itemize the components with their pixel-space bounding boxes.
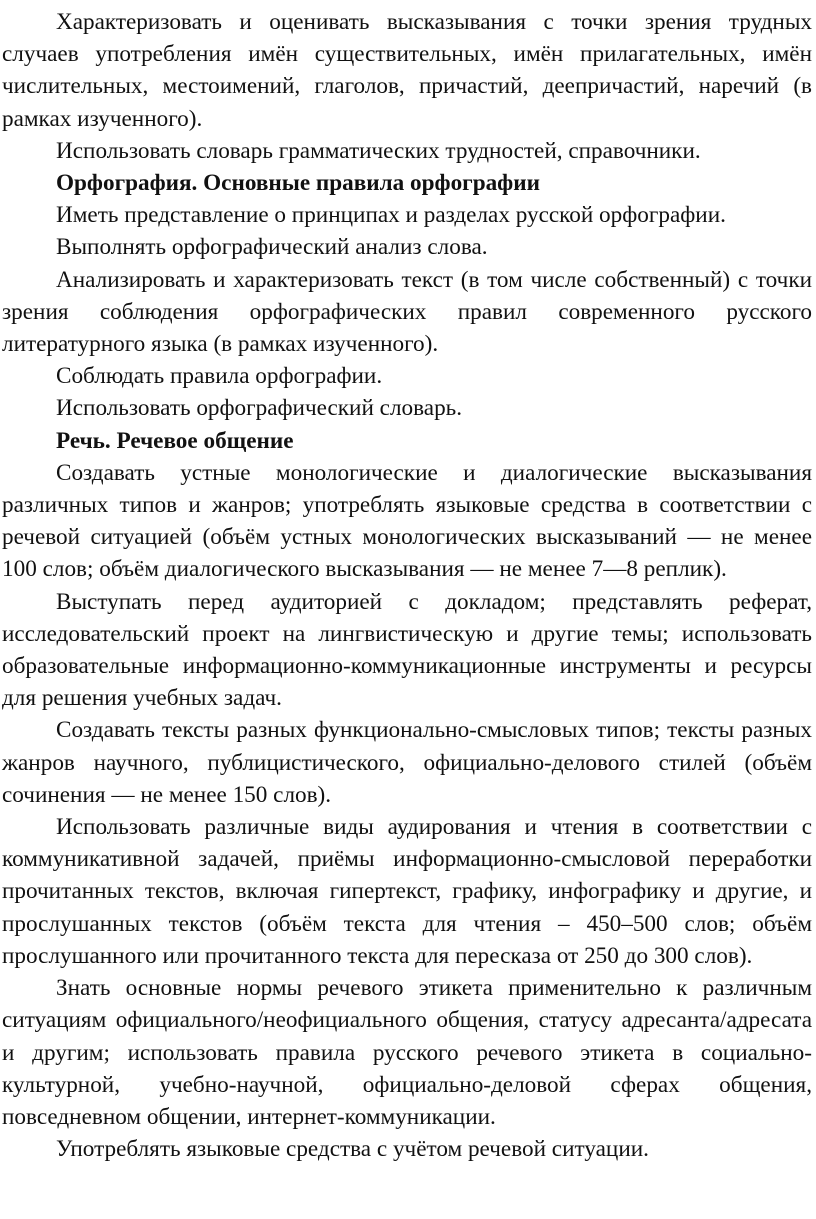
paragraph-listening-reading: Использовать различные виды аудирования и чтения в соответствии с коммуникативной задачей, приёмы информационно-смысловой переработки прочитанных текстов, включая гипертекст, графику, инфографику и другие, и прослушанных текстов (объём текста для чтения – 450–500 слов; объём прослушанного или прочитанного текста для пересказа от 250 до 300 слов). <box>2 814 812 969</box>
paragraph-difficult-cases: Характеризовать и оценивать высказывания с точки зрения трудных случаев употребления имён существительных, имён прилагательных, имён числительных, местоимений, глаголов, причастий, деепричастий, наречий (в рамках изученного). <box>2 9 812 132</box>
paragraph-oral-statements: Создавать устные монологические и диалогические высказывания различных типов и жанров; употреблять языковые средства в соответствии с речевой ситуацией (объём устных монологических высказываний — не менее 100 слов; объём диалогического высказывания — не менее 7—8 реплик). <box>2 459 812 583</box>
section-heading-speech: Речь. Речевое общение <box>56 427 294 454</box>
paragraph-text-types: Создавать тексты разных функционально-смысловых типов; тексты разных жанров научного, публицистического, официально-делового стилей (объём сочинения — не менее 150 слов). <box>2 717 812 808</box>
paragraph-presentations: Выступать перед аудиторией с докладом; представлять реферат, исследовательский проект на лингвистическую и другие темы; использовать образовательные информационно-коммуникационные инструменты и ресурсы для решения учебных задач. <box>2 588 812 712</box>
paragraph-grammar-dictionary: Использовать словарь грамматических трудностей, справочники. <box>56 137 701 164</box>
paragraph-follow-rules: Соблюдать правила орфографии. <box>56 363 383 390</box>
paragraph-orthography-principles: Иметь представление о принципах и разделах русской орфографии. <box>56 202 726 229</box>
paragraph-language-means: Употреблять языковые средства с учётом речевой ситуации. <box>56 1136 649 1163</box>
paragraph-orthographic-dictionary: Использовать орфографический словарь. <box>56 395 463 422</box>
section-heading-orthography: Орфография. Основные правила орфографии <box>56 170 540 197</box>
paragraph-speech-etiquette: Знать основные нормы речевого этикета применительно к различным ситуациям официального/неофициального общения, статусу адресанта/адресата и другим; использовать правила русского речевого этикета в социально-культурной, учебно-научной, официально-деловой сферах общения, повседневном общении, интернет-коммуникации. <box>2 975 812 1130</box>
paragraph-orthographic-analysis: Выполнять орфографический анализ слова. <box>56 234 488 261</box>
paragraph-text-analysis: Анализировать и характеризовать текст (в том числе собственный) с точки зрения соблюдения орфографических правил современного русского литературного языка (в рамках изученного). <box>2 266 812 358</box>
